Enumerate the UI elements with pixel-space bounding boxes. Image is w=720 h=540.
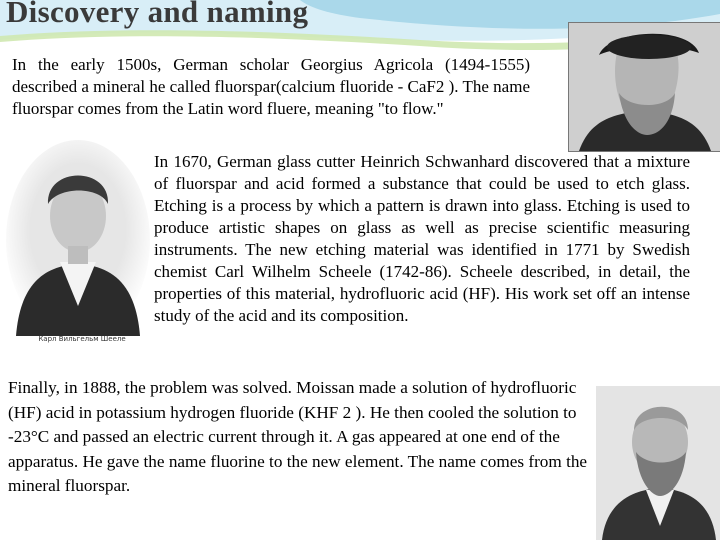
slide-title: Discovery and naming xyxy=(6,0,309,29)
agricola-portrait xyxy=(568,22,720,152)
scheele-portrait-caption: Карл Вильгельм Шееле xyxy=(38,335,126,343)
moissan-paragraph: Finally, in 1888, the problem was solved. Moissan made a solution of hydrofluoric (HF) acid in potassium hydrogen fluoride (KHF 2 ). He then cooled the solution to -23°C and passed an electric current through it. A gas appeared at one end of the apparatus. He gave the name fluorine to the new element. The name comes from the mineral fluorspar. xyxy=(8,378,588,495)
agricola-paragraph: In the early 1500s, German scholar Georgius Agricola (1494-1555) described a mineral he called fluorspar(calcium fluoride - CaF2 ). The name fluorspar comes from the Latin word fluere, meaning "to flow." xyxy=(12,55,530,118)
scheele-portrait xyxy=(2,136,154,360)
moissan-portrait xyxy=(596,386,720,540)
scheele-paragraph: In 1670, German glass cutter Heinrich Schwanhard discovered that a mixture of fluorspar and acid formed a substance that could be used to etch glass. Etching is a process by which a pattern is drawn into glass. Etching is used to produce artistic shapes on glass as well as precise scientific measuring instruments. The new etching material was identified in 1771 by Swedish chemist Carl Wilhelm Scheele (1742-86). Scheele described, in detail, the properties of this material, hydrofluoric acid (HF). His work set off an intense study of the acid and its composition. xyxy=(154,152,690,325)
